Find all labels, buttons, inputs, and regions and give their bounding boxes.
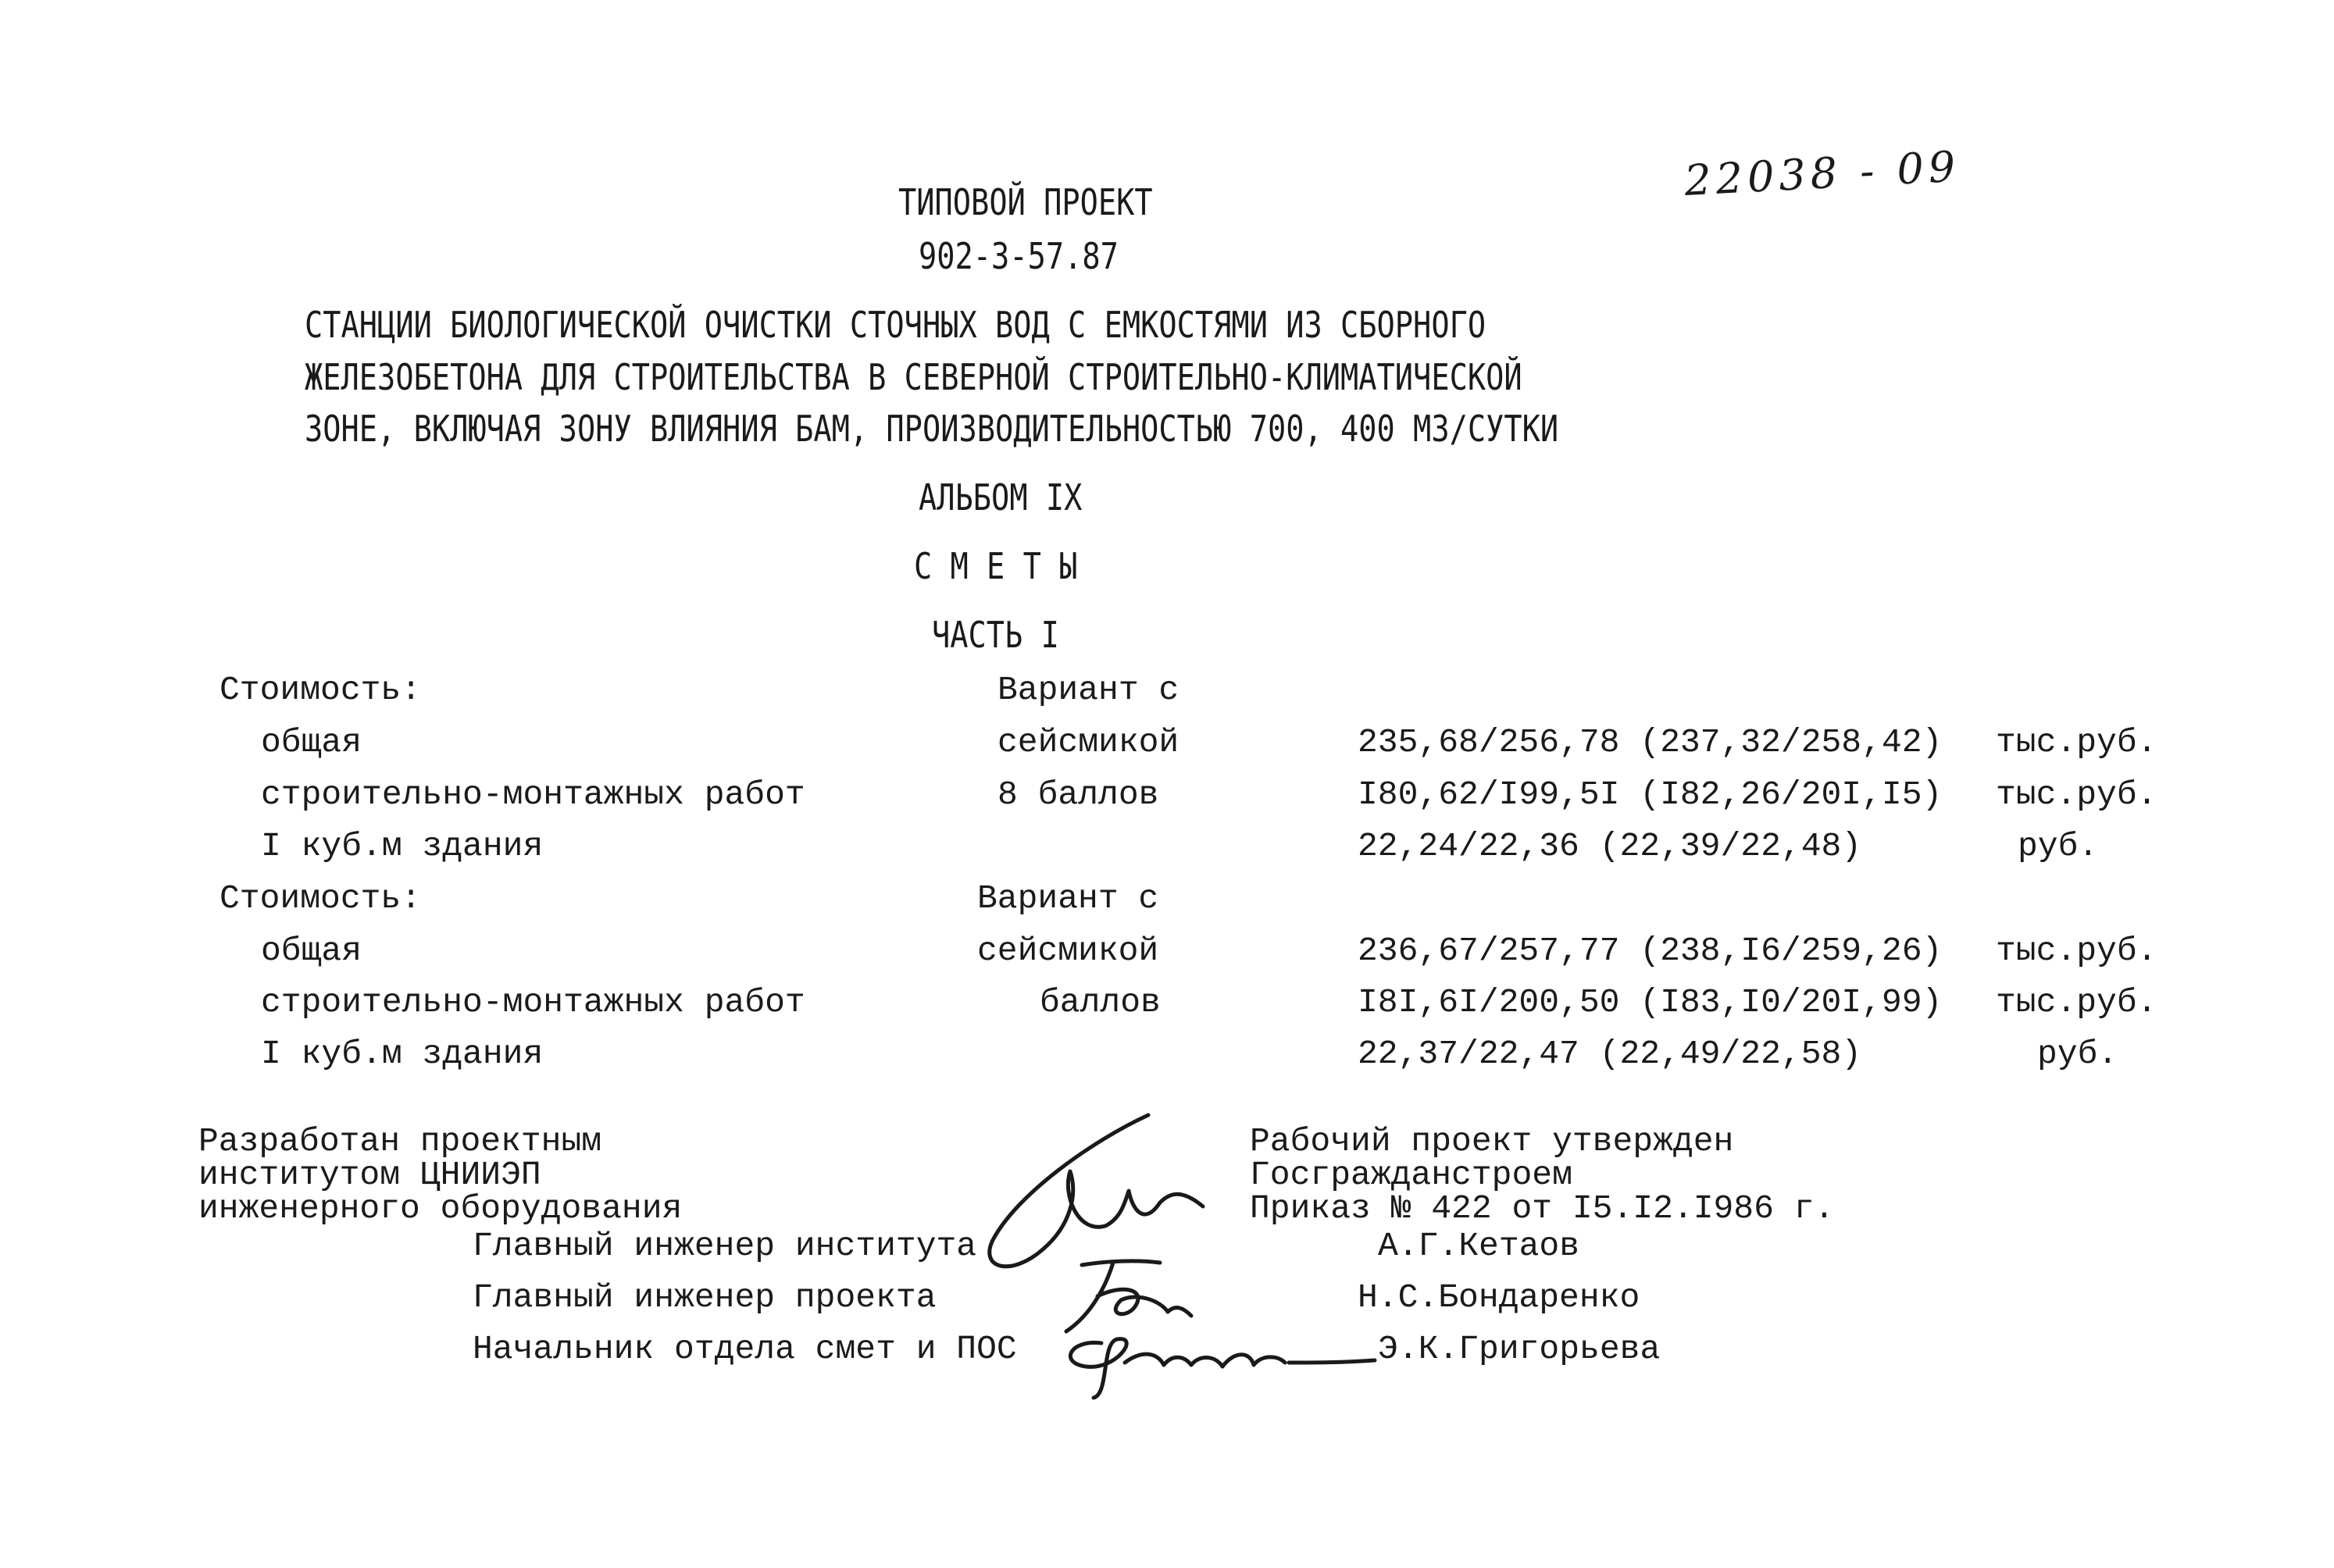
title-line-3: ЗОНЕ, ВКЛЮЧАЯ ЗОНУ ВЛИЯНИЯ БАМ, ПРОИЗВОДИТЕЛЬНОСТЬЮ 700, 400 М3/СУТКИ [305,408,1559,450]
cost-row-value: 22,37/22,47 (22,49/22,58) [1358,1035,1862,1073]
cost-heading: Стоимость: [219,879,422,918]
variant-line: сейсмикой [997,723,1179,761]
variant-line: Вариант с [997,671,1179,709]
cost-row-value: 22,24/22,36 (22,39/22,48) [1358,827,1862,865]
part-label: ЧАСТЬ I [932,614,1059,656]
cost-row-unit: руб. [2018,827,2099,865]
signatory-role: Начальник отдела смет и ПОС [473,1330,1017,1368]
cost-row-label: строительно-монтажных работ [261,775,805,814]
signatory-role: Главный инженер проекта [473,1278,937,1317]
approval-line: Приказ № 422 от I5.I2.I986 г. [1250,1189,1835,1228]
approval-line: Госгражданстроем [1250,1156,1572,1194]
cost-row-label: строительно-монтажных работ [261,983,805,1021]
title-line-1: СТАНЦИИ БИОЛОГИЧЕСКОЙ ОЧИСТКИ СТОЧНЫХ ВОД С ЕМКОСТЯМИ ИЗ СБОРНОГО [305,304,1486,346]
variant-line: баллов [1040,983,1161,1021]
handwritten-doc-number: 22038 - 09 [1683,141,1961,205]
project-type: ТИПОВОЙ ПРОЕКТ [898,181,1153,223]
cost-row-label: общая [261,932,362,970]
cost-heading: Стоимость: [219,671,422,709]
signatory-name: А.Г.Кетаов [1378,1227,1580,1265]
cost-row-unit: тыс.руб. [1996,775,2157,814]
cost-row-label: I куб.м здания [261,1035,544,1073]
approval-line: Рабочий проект утвержден [1250,1122,1734,1160]
cost-row-value: 236,67/257,77 (238,I6/259,26) [1358,932,1943,970]
title-line-2: ЖЕЛЕЗОБЕТОНА ДЛЯ СТРОИТЕЛЬСТВА В СЕВЕРНОЙ СТРОИТЕЛЬНО-КЛИМАТИЧЕСКОЙ [305,356,1522,398]
signature-head-estimates [1055,1320,1383,1406]
signatory-name: Н.С.Бондаренко [1358,1278,1640,1317]
project-code: 902-3-57.87 [919,235,1119,277]
cost-row-unit: тыс.руб. [1996,723,2157,761]
signatory-role: Главный инженер института [473,1227,977,1265]
cost-row-value: I8I,6I/200,50 (I83,I0/20I,99) [1358,983,1943,1021]
variant-line: 8 баллов [997,775,1159,814]
variant-line: сейсмикой [977,932,1159,970]
cost-row-unit: тыс.руб. [1996,983,2157,1021]
cost-row-unit: тыс.руб. [1996,932,2157,970]
developer-line: инженерного оборудования [198,1189,683,1228]
signatory-name: Э.К.Григорьева [1378,1330,1661,1368]
album-label: АЛЬБОМ IX [919,476,1083,519]
cost-row-label: I куб.м здания [261,827,544,865]
cost-row-value: I80,62/I99,5I (I82,26/20I,I5) [1358,775,1943,814]
cost-row-unit: руб. [2037,1035,2118,1073]
developer-line: институтом ЦНИИЭП [198,1156,541,1194]
cost-row-value: 235,68/256,78 (237,32/258,42) [1358,723,1943,761]
cost-row-label: общая [261,723,362,761]
variant-line: Вариант с [977,879,1159,918]
section-label: С М Е Т Ы [914,545,1078,587]
developer-line: Разработан проектным [198,1122,602,1160]
